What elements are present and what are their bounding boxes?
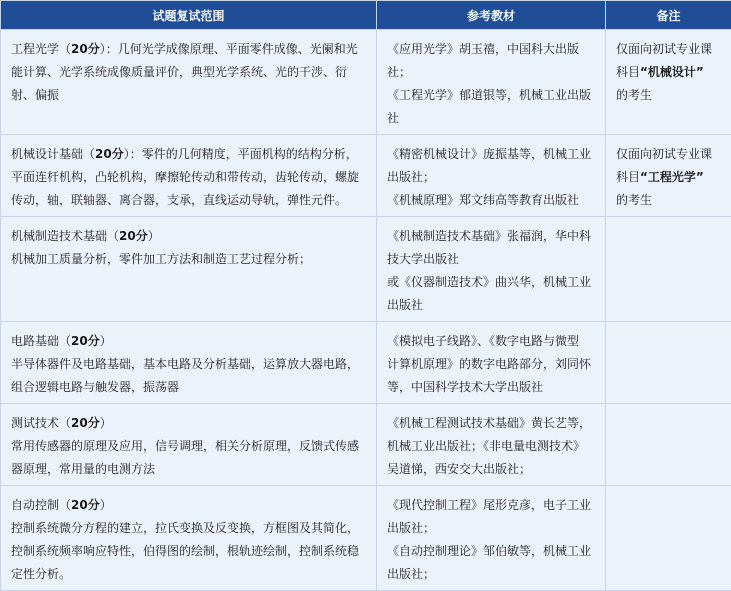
scope-line: 平面连杆机构，凸轮机构，摩擦轮传动和带传动，齿轮传动，螺旋 (11, 166, 366, 189)
note-line: 仅面向初试专业课 (616, 143, 721, 166)
scope-line: 定性分析。 (11, 563, 366, 586)
subject-name: 工程光学 (11, 42, 59, 56)
table-row (1, 486, 731, 591)
reference-cell (377, 30, 606, 135)
note-cell (606, 30, 731, 135)
note-line: 的考生 (616, 189, 721, 212)
note-cell (606, 322, 731, 404)
note-cell (606, 135, 731, 217)
subject-name: 电路基础 (11, 334, 59, 348)
reference-line: 等，中国科学技术大学出版社 (387, 376, 595, 399)
reference-line: 《自动控制理论》邹伯敏等，机械工业 (387, 540, 595, 563)
table-row (1, 135, 731, 217)
note-course-name: “机械设计” (640, 65, 704, 79)
reference-line: 社； (387, 61, 595, 84)
note-cell (606, 404, 731, 486)
reference-line: 《模拟电子线路》、《数字电路与微型 (387, 330, 595, 353)
reference-line: 机械工业出版社；《非电量电测技术》 (387, 435, 595, 458)
note-text: 科目 (616, 65, 640, 79)
scope-line: 工程光学（20分）：几何光学成像原理、平面零件成像、光阑和光 (11, 38, 366, 61)
subject-points: 20分 (95, 147, 124, 161)
header-row (1, 1, 731, 30)
scope-line: 机械制造技术基础（20分） (11, 225, 366, 248)
note-text: 科目 (616, 170, 640, 184)
note-line (616, 166, 721, 189)
reference-line: 出版社； (387, 517, 595, 540)
scope-text: ：几何光学成像原理、平面零件成像、光阑和光 (106, 42, 358, 56)
note-line: 的考生 (616, 84, 721, 107)
table-row (1, 217, 731, 322)
table-row (1, 322, 731, 404)
note-line: 仅面向初试专业课 (616, 38, 721, 61)
reference-cell (377, 322, 606, 404)
subject-points: 20分 (71, 334, 100, 348)
note-cell (606, 217, 731, 322)
scope-line: 传动，轴，联轴器、离合器，支承，直线运动导轨，弹性元件。 (11, 189, 366, 212)
subject-name: 机械设计基础 (11, 147, 83, 161)
subject-points: 20分 (71, 416, 100, 430)
reference-cell (377, 404, 606, 486)
subject-name: 机械制造技术基础 (11, 229, 107, 243)
note-cell (606, 486, 731, 591)
reference-line: 吴道悌，西安交大出版社； (387, 458, 595, 481)
reference-line: 《机械工程测试技术基础》黄长艺等， (387, 412, 595, 435)
reference-line: 出版社； (387, 563, 595, 586)
scope-cell (1, 217, 377, 322)
scope-line: 射、偏振 (11, 84, 366, 107)
note-course-name: “工程光学” (640, 170, 704, 184)
reference-line: 出版社； (387, 166, 595, 189)
scope-line: 半导体器件及电路基础，基本电路及分析基础，运算放大器电路， (11, 353, 366, 376)
reference-cell (377, 486, 606, 591)
subject-name: 自动控制 (11, 498, 59, 512)
scope-line: 机械加工质量分析，零件加工方法和制造工艺过程分析； (11, 248, 366, 271)
reference-line: 《精密机械设计》庞振基等，机械工业 (387, 143, 595, 166)
scope-line: 机械设计基础（20分）：零件的几何精度，平面机构的结构分析， (11, 143, 366, 166)
reference-line: 出版社 (387, 294, 595, 317)
reference-line: 计算机原理》的数字电路部分，刘同怀 (387, 353, 595, 376)
table-row (1, 30, 731, 135)
scope-cell (1, 30, 377, 135)
subject-name: 测试技术 (11, 416, 59, 430)
reference-line: 或《仪器制造技术》曲兴华，机械工业 (387, 271, 595, 294)
subject-points: 20分 (71, 498, 100, 512)
scope-cell (1, 404, 377, 486)
header-reference: 参考教材 (377, 1, 606, 30)
reference-line: 《机械原理》郑文纬高等教育出版社 (387, 189, 595, 212)
scope-line: 控制系统微分方程的建立，拉氏变换及反变换，方框图及其简化， (11, 517, 366, 540)
scope-line: 常用传感器的原理及应用，信号调理，相关分析原理，反馈式传感 (11, 435, 366, 458)
scope-line: 能计算、光学系统成像质量评价，典型光学系统、光的干涉、衍 (11, 61, 366, 84)
scope-line: 电路基础（20分） (11, 330, 366, 353)
reference-line: 社 (387, 107, 595, 130)
scope-cell (1, 322, 377, 404)
scope-line: 组合逻辑电路与触发器，振荡器 (11, 376, 366, 399)
reference-line: 《应用光学》胡玉禧，中国科大出版 (387, 38, 595, 61)
subject-points: 20分 (71, 42, 100, 56)
reference-line: 技大学出版社 (387, 248, 595, 271)
header-note: 备注 (606, 1, 731, 30)
header-scope: 试题复试范围 (1, 1, 377, 30)
table-header (1, 1, 731, 30)
subject-points: 20分 (119, 229, 148, 243)
reference-line: 《工程光学》郁道银等，机械工业出版 (387, 84, 595, 107)
scope-line: 自动控制（20分） (11, 494, 366, 517)
scope-line: 控制系统频率响应特性，伯得图的绘制，根轨迹绘制，控制系统稳 (11, 540, 366, 563)
reference-line: 《机械制造技术基础》张福润，华中科 (387, 225, 595, 248)
scope-cell (1, 135, 377, 217)
reference-cell (377, 217, 606, 322)
note-line (616, 61, 721, 84)
scope-line: 测试技术（20分） (11, 412, 366, 435)
scope-text: ：零件的几何精度，平面机构的结构分析， (130, 147, 358, 161)
reference-line: 《现代控制工程》尾形克彦，电子工业 (387, 494, 595, 517)
scope-cell (1, 486, 377, 591)
scope-line: 器原理，常用量的电测方法 (11, 458, 366, 481)
reference-cell (377, 135, 606, 217)
table-row (1, 404, 731, 486)
